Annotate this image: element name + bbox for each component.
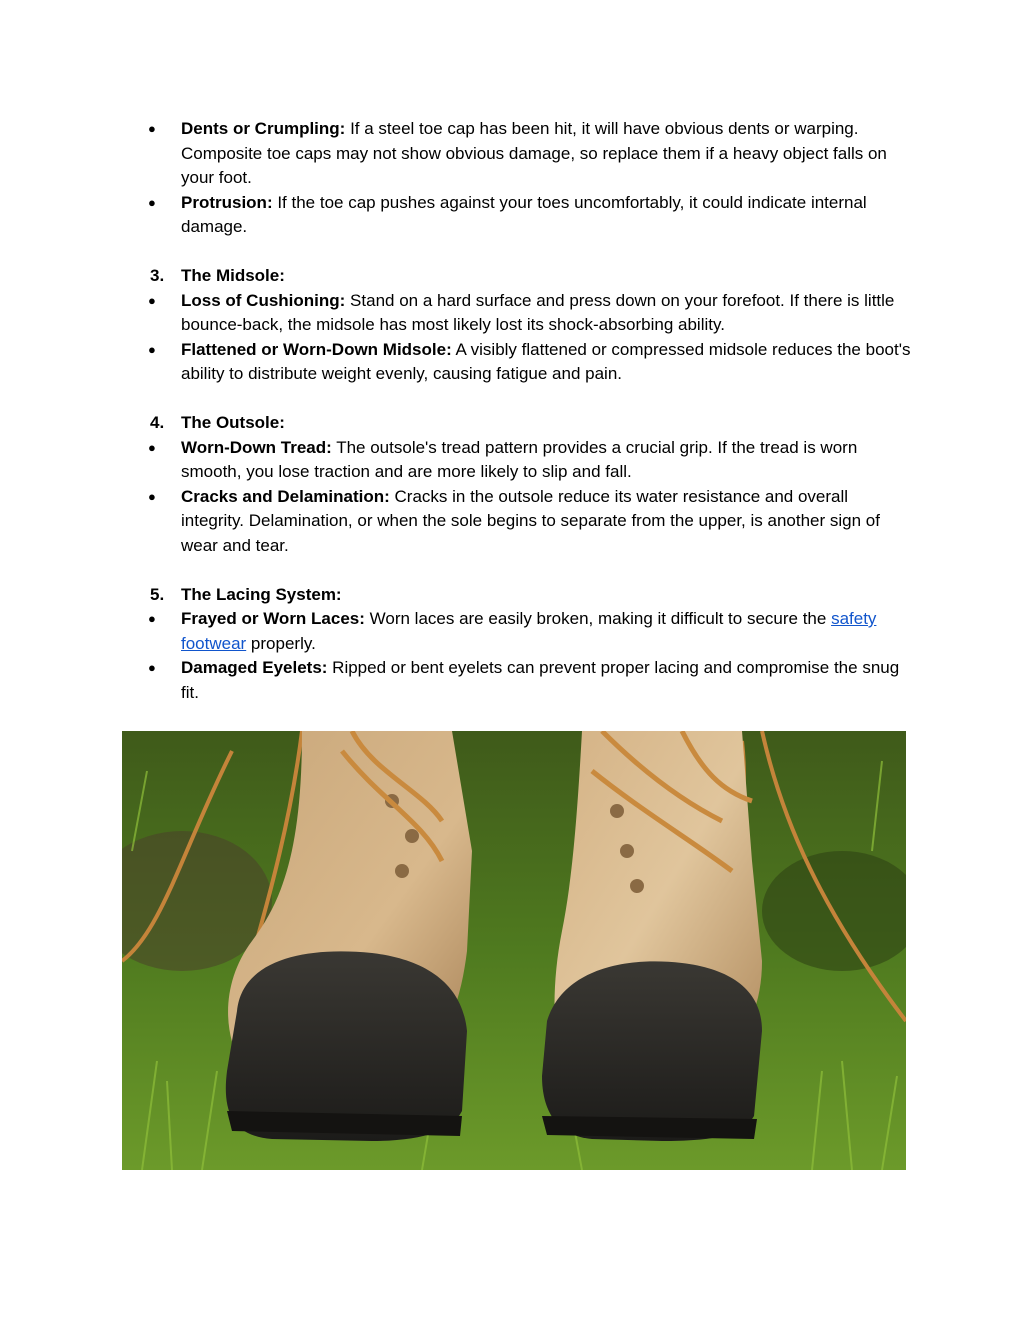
section-heading-outsole	[0, 411, 1024, 436]
section-title: The Midsole:	[181, 266, 285, 285]
item-label: Frayed or Worn Laces:	[181, 609, 365, 628]
section-number: 4.	[150, 413, 165, 432]
list-item	[0, 338, 1024, 387]
item-label: Protrusion:	[181, 192, 273, 212]
bullet-icon: ●	[148, 488, 156, 504]
list-item	[0, 656, 1024, 705]
document-body	[0, 117, 1024, 705]
item-text: Cracks in the outsole reduce its water resistance and overall integrity. Delamination, or when the sole begins to separate from the upper, is another sign of wear and tear.	[181, 486, 880, 555]
bullet-icon: ●	[148, 611, 156, 626]
item-label: Flattened or Worn-Down Midsole:	[181, 339, 452, 359]
section-heading-midsole	[0, 264, 1024, 289]
section-number: 5.	[150, 584, 165, 604]
section-title: The Outsole:	[181, 413, 285, 432]
section-number: 3.	[150, 266, 165, 285]
list-item	[0, 117, 1024, 191]
list-item	[0, 485, 1024, 559]
item-text: Stand on a hard surface and press down on your forefoot. If there is little bounce-back, the midsole has most likely lost its shock-absorbing ability.	[181, 290, 895, 334]
bullet-icon: ●	[148, 660, 156, 675]
item-text: If a steel toe cap has been hit, it will have obvious dents or warping. Composite toe caps may not show obvious damage, so replace them if a heavy object falls on your foot.	[181, 119, 887, 187]
item-text: Ripped or bent eyelets can prevent proper lacing and compromise the snug fit.	[181, 658, 900, 702]
bullet-icon: ●	[148, 292, 156, 308]
item-label: Worn-Down Tread:	[181, 437, 332, 457]
item-text: Worn laces are easily broken, making it difficult to secure the	[364, 609, 832, 628]
work-boots-photo	[122, 731, 906, 1170]
section-heading-lacing	[0, 583, 1024, 608]
item-text: If the toe cap pushes against your toes uncomfortably, it could indicate internal damage.	[181, 192, 867, 236]
item-label: Damaged Eyelets:	[181, 658, 328, 677]
item-label: Cracks and Delamination:	[181, 486, 390, 506]
item-text: A visibly flattened or compressed midsole reduces the boot's ability to distribute weight evenly, causing fatigue and pain.	[181, 339, 911, 383]
list-item	[0, 191, 1024, 240]
bullet-icon: ●	[148, 439, 156, 455]
list-item	[0, 607, 1024, 656]
item-text: The outsole's tread pattern provides a crucial grip. If the tread is worn smooth, you lose traction and are more likely to slip and fall.	[181, 437, 858, 481]
item-label: Loss of Cushioning:	[181, 290, 346, 310]
bullet-icon: ●	[148, 121, 156, 136]
list-item	[0, 289, 1024, 338]
bullet-icon: ●	[148, 194, 156, 210]
list-item	[0, 436, 1024, 485]
section-title: The Lacing System:	[181, 584, 342, 604]
item-label: Dents or Crumpling:	[181, 119, 346, 138]
item-text: properly.	[246, 633, 316, 653]
safety-footwear-link[interactable]: safety footwear	[181, 609, 877, 653]
bullet-icon: ●	[148, 341, 156, 357]
